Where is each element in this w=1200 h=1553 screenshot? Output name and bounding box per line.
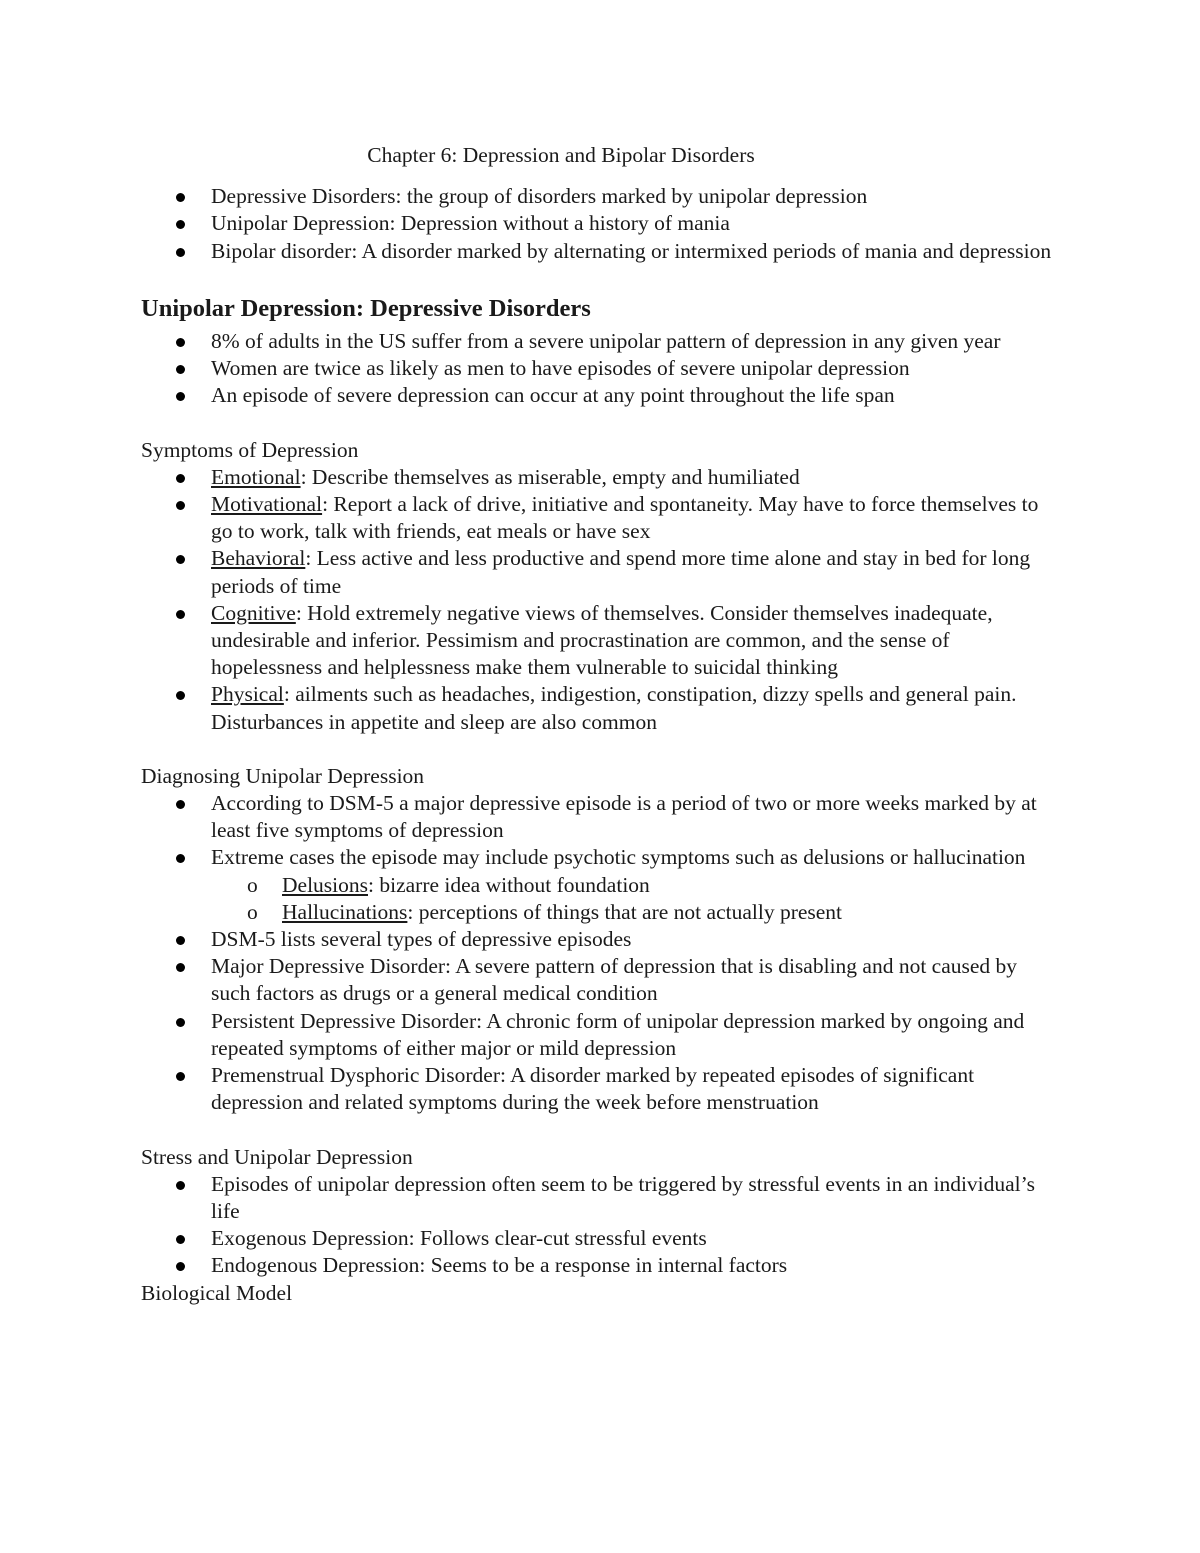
intro-list — [141, 183, 1061, 265]
term-emotional: Emotional — [211, 464, 301, 489]
unipolar-list — [141, 328, 1061, 410]
term-physical: Physical — [211, 682, 284, 707]
list-item: 8% of adults in the US suffer from a severe unipolar pattern of depression in any given year — [141, 328, 1061, 355]
list-item: Premenstrual Dysphoric Disorder: A disorder marked by repeated episodes of significant depression and related symptoms during the week before menstruation — [141, 1062, 1061, 1116]
term-behavioral: Behavioral — [211, 546, 306, 571]
diagnosing-list — [141, 790, 1061, 1116]
list-item: Unipolar Depression: Depression without a history of mania — [141, 210, 1061, 237]
list-item: According to DSM-5 a major depressive episode is a period of two or more weeks marked by at least five symptoms of depression — [141, 790, 1061, 844]
list-item: Bipolar disorder: A disorder marked by alternating or intermixed periods of mania and depression — [141, 238, 1061, 265]
definition-text: : Report a lack of drive, initiative and spontaneity. May have to force themselves to go to work, talk with friends, eat meals or have sex — [211, 492, 1039, 544]
stress-list — [141, 1171, 1061, 1280]
term-cognitive: Cognitive — [211, 600, 296, 625]
term-motivational: Motivational — [211, 492, 323, 517]
list-item: An episode of severe depression can occur at any point throughout the life span — [141, 382, 1061, 409]
list-item — [141, 545, 1061, 599]
definition-text: : Less active and less productive and spend more time alone and stay in bed for long periods of time — [211, 546, 1031, 598]
definition-text: : bizarre idea without foundation — [368, 872, 650, 897]
term-hallucinations: Hallucinations — [282, 899, 408, 924]
section-label-diagnosing: Diagnosing Unipolar Depression — [141, 763, 425, 788]
document-page — [141, 142, 1061, 1307]
list-item-text: Extreme cases the episode may include psychotic symptoms such as delusions or hallucination — [211, 845, 1026, 870]
section-label-stress: Stress and Unipolar Depression — [141, 1144, 413, 1169]
list-item: Endogenous Depression: Seems to be a response in internal factors — [141, 1252, 1061, 1279]
list-item: Major Depressive Disorder: A severe pattern of depression that is disabling and not caused by such factors as drugs or a general medical condition — [141, 953, 1061, 1007]
definition-text: : Hold extremely negative views of themselves. Consider themselves inadequate, undesirable and inferior. Pessimism and procrastination are common, and the sense of hopelessness and helplessness make them vulnerable to suicidal thinking — [211, 600, 993, 680]
list-item: Episodes of unipolar depression often seem to be triggered by stressful events in an individual’s life — [141, 1171, 1061, 1225]
list-item — [141, 681, 1061, 735]
list-item: Persistent Depressive Disorder: A chronic form of unipolar depression marked by ongoing and repeated symptoms of either major or mild depression — [141, 1008, 1061, 1062]
sub-list — [211, 872, 1061, 926]
list-item — [141, 600, 1061, 682]
circle-bullet-icon: o — [247, 899, 258, 924]
section-label-biological: Biological Model — [141, 1280, 293, 1305]
list-item — [141, 491, 1061, 545]
sub-list-item — [211, 899, 1061, 926]
list-item: Depressive Disorders: the group of disorders marked by unipolar depression — [141, 183, 1061, 210]
list-item — [141, 844, 1061, 926]
list-item: Women are twice as likely as men to have episodes of severe unipolar depression — [141, 355, 1061, 382]
circle-bullet-icon: o — [247, 872, 258, 897]
section-label-symptoms: Symptoms of Depression — [141, 437, 359, 462]
list-item: Exogenous Depression: Follows clear-cut stressful events — [141, 1225, 1061, 1252]
definition-text: : Describe themselves as miserable, empty and humiliated — [300, 464, 800, 489]
definition-text: : perceptions of things that are not actually present — [407, 899, 843, 924]
definition-text: : ailments such as headaches, indigestion, constipation, dizzy spells and general pain. Disturbances in appetite and sleep are also common — [211, 682, 1017, 734]
list-item — [141, 464, 1061, 491]
sub-list-item — [211, 872, 1061, 899]
term-delusions: Delusions — [282, 872, 368, 897]
list-item: DSM-5 lists several types of depressive episodes — [141, 926, 1061, 953]
page-title: Chapter 6: Depression and Bipolar Disorders — [367, 143, 755, 167]
section-heading-unipolar: Unipolar Depression: Depressive Disorders — [141, 294, 591, 322]
symptoms-list — [141, 464, 1061, 736]
